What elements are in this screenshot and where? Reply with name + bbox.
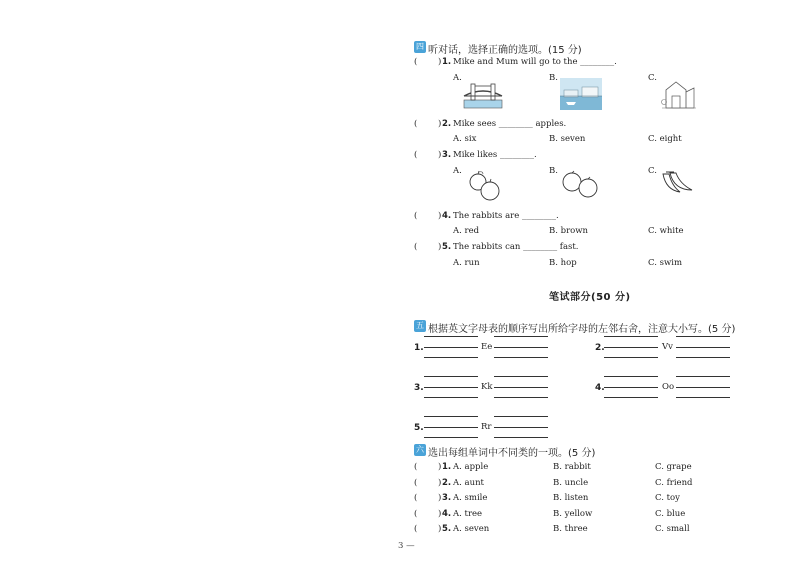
option-label: A. six bbox=[453, 134, 477, 144]
given-letters: Oo bbox=[662, 382, 675, 392]
choice-a: A. apple bbox=[453, 462, 489, 472]
row-number: 4. bbox=[442, 509, 452, 519]
answer-paren-open: ( bbox=[414, 119, 418, 129]
option-label: C. swim bbox=[648, 258, 683, 268]
choice-b: B. listen bbox=[553, 493, 589, 503]
writing-line[interactable] bbox=[604, 376, 658, 377]
question-text: Mike likes ________. bbox=[453, 150, 537, 160]
option-label: C. eight bbox=[648, 134, 682, 144]
writing-line[interactable] bbox=[494, 357, 548, 358]
writing-line[interactable] bbox=[424, 347, 478, 348]
option-label: B. bbox=[549, 166, 558, 176]
option-label: C. bbox=[648, 166, 657, 176]
writing-line[interactable] bbox=[424, 357, 478, 358]
writing-line[interactable] bbox=[424, 397, 478, 398]
question-text: The rabbits can ________ fast. bbox=[453, 242, 579, 252]
given-letters: Vv bbox=[662, 342, 673, 352]
answer-paren-open: ( bbox=[414, 211, 418, 221]
row-number: 3. bbox=[442, 493, 452, 503]
option-label: C. bbox=[648, 73, 657, 83]
answer-paren-open: ( bbox=[414, 462, 418, 472]
choice-b: B. rabbit bbox=[553, 462, 591, 472]
writing-line[interactable] bbox=[676, 397, 730, 398]
option-label: B. seven bbox=[549, 134, 586, 144]
option-label: A. red bbox=[453, 226, 480, 236]
writing-line[interactable] bbox=[494, 437, 548, 438]
option-label: B. hop bbox=[549, 258, 577, 268]
answer-paren-close: ) bbox=[438, 509, 442, 519]
section-title: 选出每组单词中不同类的一项。(5 分) bbox=[428, 448, 596, 459]
writing-line[interactable] bbox=[604, 347, 658, 348]
answer-paren-open: ( bbox=[414, 478, 418, 488]
answer-paren-close: ) bbox=[438, 462, 442, 472]
row-number: 1. bbox=[442, 462, 452, 472]
orange-picture bbox=[560, 168, 602, 200]
section-title: 根据英文字母表的顺序写出所给字母的左邻右舍，注意大小写。(5 分) bbox=[428, 324, 736, 335]
item-number: 5. bbox=[414, 423, 424, 433]
writing-line[interactable] bbox=[424, 387, 478, 388]
writing-line[interactable] bbox=[676, 357, 730, 358]
answer-paren-close: ) bbox=[438, 57, 442, 67]
given-letters: Rr bbox=[481, 422, 492, 432]
writing-line[interactable] bbox=[494, 336, 548, 337]
answer-paren-close: ) bbox=[438, 150, 442, 160]
choice-b: B. uncle bbox=[553, 478, 589, 488]
choice-a: A. smile bbox=[453, 493, 488, 503]
given-letters: Ee bbox=[481, 342, 493, 352]
choice-a: A. aunt bbox=[453, 478, 484, 488]
writing-line[interactable] bbox=[424, 376, 478, 377]
harbour-picture bbox=[560, 78, 602, 110]
choice-c: C. grape bbox=[655, 462, 692, 472]
answer-paren-close: ) bbox=[438, 493, 442, 503]
answer-paren-open: ( bbox=[414, 509, 418, 519]
choice-a: A. seven bbox=[453, 524, 490, 534]
item-number: 2. bbox=[595, 343, 605, 353]
writing-line[interactable] bbox=[424, 416, 478, 417]
writing-line[interactable] bbox=[604, 387, 658, 388]
section-icon: 五 bbox=[416, 321, 424, 330]
section-heading: 笔试部分(50 分) bbox=[549, 292, 631, 303]
choice-a: A. tree bbox=[453, 509, 483, 519]
question-number: 4. bbox=[442, 211, 452, 221]
answer-paren-close: ) bbox=[438, 119, 442, 129]
writing-line[interactable] bbox=[676, 376, 730, 377]
question-text: Mike sees ________ apples. bbox=[453, 119, 567, 129]
item-number: 1. bbox=[414, 343, 424, 353]
writing-line[interactable] bbox=[676, 347, 730, 348]
writing-line[interactable] bbox=[494, 347, 548, 348]
option-label: A. run bbox=[453, 258, 480, 268]
given-letters: Kk bbox=[481, 382, 493, 392]
writing-line[interactable] bbox=[494, 376, 548, 377]
writing-line[interactable] bbox=[494, 397, 548, 398]
choice-b: B. three bbox=[553, 524, 588, 534]
answer-paren-open: ( bbox=[414, 493, 418, 503]
item-number: 4. bbox=[595, 383, 605, 393]
choice-c: C. blue bbox=[655, 509, 686, 519]
writing-line[interactable] bbox=[424, 427, 478, 428]
section-title: 听对话，选择正确的选项。(15 分) bbox=[428, 45, 582, 56]
answer-paren-open: ( bbox=[414, 524, 418, 534]
choice-c: C. friend bbox=[655, 478, 693, 488]
option-label: B. bbox=[549, 73, 558, 83]
question-number: 1. bbox=[442, 57, 452, 67]
answer-paren-open: ( bbox=[414, 57, 418, 67]
section-icon: 四 bbox=[416, 42, 424, 51]
choice-c: C. small bbox=[655, 524, 690, 534]
answer-paren-close: ) bbox=[438, 211, 442, 221]
writing-line[interactable] bbox=[494, 416, 548, 417]
question-text: The rabbits are ________. bbox=[453, 211, 559, 221]
writing-line[interactable] bbox=[676, 387, 730, 388]
writing-line[interactable] bbox=[494, 427, 548, 428]
answer-paren-close: ) bbox=[438, 242, 442, 252]
question-number: 3. bbox=[442, 150, 452, 160]
farm-picture bbox=[660, 78, 696, 110]
question-number: 5. bbox=[442, 242, 452, 252]
option-label: C. white bbox=[648, 226, 684, 236]
writing-line[interactable] bbox=[494, 387, 548, 388]
row-number: 5. bbox=[442, 524, 452, 534]
choice-c: C. toy bbox=[655, 493, 680, 503]
row-number: 2. bbox=[442, 478, 452, 488]
writing-line[interactable] bbox=[424, 336, 478, 337]
section-icon: 六 bbox=[416, 445, 424, 454]
writing-line[interactable] bbox=[604, 357, 658, 358]
answer-paren-close: ) bbox=[438, 478, 442, 488]
writing-line[interactable] bbox=[604, 336, 658, 337]
answer-paren-open: ( bbox=[414, 150, 418, 160]
fruit-picture bbox=[466, 170, 502, 202]
option-label: A. bbox=[453, 166, 462, 176]
option-label: B. brown bbox=[549, 226, 589, 236]
writing-line[interactable] bbox=[604, 397, 658, 398]
page-number: 3 — bbox=[398, 541, 415, 551]
item-number: 3. bbox=[414, 383, 424, 393]
writing-line[interactable] bbox=[424, 437, 478, 438]
answer-paren-open: ( bbox=[414, 242, 418, 252]
option-label: A. bbox=[453, 73, 462, 83]
writing-line[interactable] bbox=[676, 336, 730, 337]
answer-paren-close: ) bbox=[438, 524, 442, 534]
bridge-picture bbox=[462, 80, 504, 110]
question-number: 2. bbox=[442, 119, 452, 129]
banana-picture bbox=[660, 170, 696, 196]
question-text: Mike and Mum will go to the ________. bbox=[453, 57, 617, 67]
choice-b: B. yellow bbox=[553, 509, 593, 519]
